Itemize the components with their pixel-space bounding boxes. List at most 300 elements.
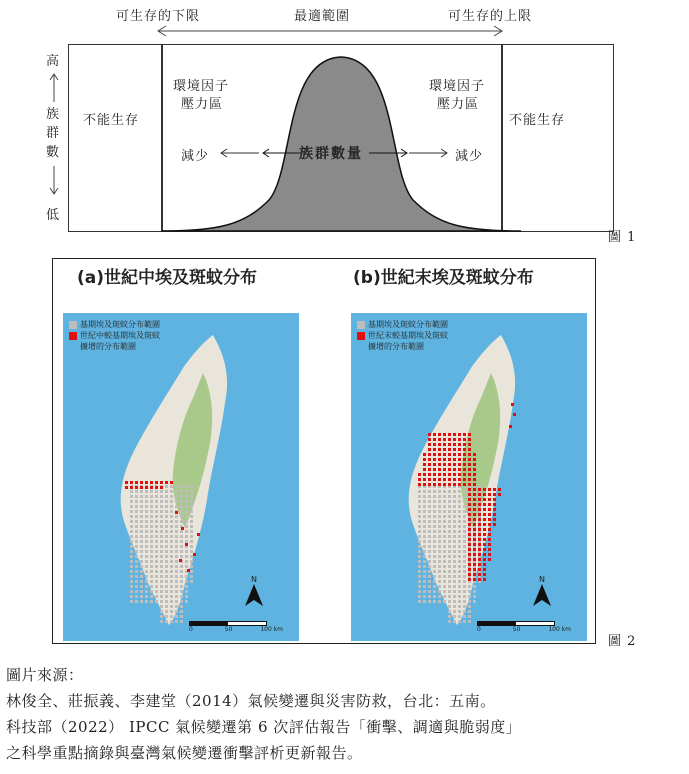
baseline-dot [463, 570, 466, 573]
legend-expansion-b: 世紀末較基期埃及斑蚊 [368, 331, 448, 340]
expansion-dot [488, 518, 491, 521]
baseline-dot [145, 500, 148, 503]
north-label-b: N [539, 575, 545, 584]
baseline-dot [190, 515, 193, 518]
baseline-dot [165, 600, 168, 603]
expansion-dot [468, 533, 471, 536]
expansion-dot [458, 453, 461, 456]
baseline-dot [190, 530, 193, 533]
baseline-dot [458, 515, 461, 518]
baseline-dot [463, 535, 466, 538]
expansion-dot [468, 473, 471, 476]
legend-expansion-b-line2: 擴增的分布範圍 [368, 342, 424, 351]
baseline-dot [468, 620, 471, 623]
expansion-dot [453, 478, 456, 481]
scale-50-a: 50 [224, 626, 233, 633]
expansion-dot [473, 538, 476, 541]
expansion-dot [473, 528, 476, 531]
baseline-dot [135, 525, 138, 528]
baseline-dot [145, 590, 148, 593]
expansion-dot [463, 473, 466, 476]
panel-a-title: (a)世紀中埃及斑蚊分布 [77, 268, 258, 288]
baseline-dot [165, 575, 168, 578]
baseline-dot [423, 580, 426, 583]
baseline-dot [438, 545, 441, 548]
baseline-dot [180, 605, 183, 608]
north-arrow-a [243, 575, 265, 610]
baseline-dot [160, 600, 163, 603]
expansion-dot [458, 433, 461, 436]
baseline-dot [443, 595, 446, 598]
baseline-dot [185, 520, 188, 523]
baseline-dot [130, 495, 133, 498]
baseline-dot [463, 615, 466, 618]
baseline-dot [150, 585, 153, 588]
lower-limit-label: 可生存的下限 [116, 9, 201, 24]
baseline-dot [418, 525, 421, 528]
baseline-dot [145, 535, 148, 538]
baseline-dot [443, 570, 446, 573]
expansion-dot [197, 533, 200, 536]
expansion-dot [473, 543, 476, 546]
baseline-dot [180, 500, 183, 503]
baseline-dot [140, 490, 143, 493]
baseline-dot [150, 550, 153, 553]
baseline-dot [448, 530, 451, 533]
baseline-dot [170, 615, 173, 618]
baseline-dot [458, 575, 461, 578]
baseline-dot [418, 560, 421, 563]
baseline-dot [130, 540, 133, 543]
baseline-dot [438, 535, 441, 538]
expansion-dot [468, 433, 471, 436]
figure2-frame [52, 258, 596, 644]
baseline-dot [458, 560, 461, 563]
baseline-dot [453, 560, 456, 563]
y-axis-up-arrow [48, 72, 60, 102]
baseline-dot [155, 555, 158, 558]
expansion-dot [488, 498, 491, 501]
baseline-dot [150, 490, 153, 493]
baseline-dot [438, 575, 441, 578]
baseline-dot [433, 595, 436, 598]
baseline-dot [155, 565, 158, 568]
baseline-dot [458, 620, 461, 623]
baseline-dot [190, 535, 193, 538]
baseline-dot [463, 610, 466, 613]
expansion-dot [423, 483, 426, 486]
cannot-survive-left-label: 不能生存 [83, 113, 140, 128]
baseline-dot [458, 520, 461, 523]
baseline-dot [468, 590, 471, 593]
baseline-dot [160, 580, 163, 583]
baseline-dot [418, 520, 421, 523]
expansion-dot [448, 448, 451, 451]
baseline-dot [443, 555, 446, 558]
baseline-dot [448, 610, 451, 613]
expansion-dot [433, 483, 436, 486]
baseline-dot [463, 515, 466, 518]
expansion-dot [433, 448, 436, 451]
baseline-dot [463, 545, 466, 548]
expansion-dot [468, 553, 471, 556]
expansion-dot [423, 468, 426, 471]
expansion-dot [473, 533, 476, 536]
baseline-dot [145, 515, 148, 518]
baseline-dot [150, 525, 153, 528]
baseline-dot [438, 525, 441, 528]
baseline-dot [448, 545, 451, 548]
expansion-dot [453, 453, 456, 456]
baseline-dot [135, 540, 138, 543]
baseline-dot [448, 600, 451, 603]
baseline-dot [428, 550, 431, 553]
baseline-dot [185, 510, 188, 513]
baseline-dot [428, 540, 431, 543]
baseline-dot [190, 510, 193, 513]
baseline-dot [418, 505, 421, 508]
baseline-dot [458, 570, 461, 573]
expansion-dot [493, 498, 496, 501]
expansion-dot [478, 503, 481, 506]
baseline-dot [175, 565, 178, 568]
expansion-dot [448, 463, 451, 466]
baseline-dot [130, 570, 133, 573]
expansion-dot [448, 468, 451, 471]
baseline-dot [443, 575, 446, 578]
baseline-dot [140, 545, 143, 548]
baseline-dot [165, 550, 168, 553]
baseline-dot [428, 525, 431, 528]
baseline-dot [165, 570, 168, 573]
baseline-dot [185, 515, 188, 518]
baseline-dot [140, 565, 143, 568]
expansion-dot [488, 558, 491, 561]
expansion-dot [428, 483, 431, 486]
source-line-2: 科技部（2022） IPCC 氣候變遷第 6 次評估報告「衝擊、調適與脆弱度」 [6, 718, 522, 736]
baseline-dot [180, 555, 183, 558]
baseline-dot [135, 500, 138, 503]
baseline-dot [438, 495, 441, 498]
baseline-dot [463, 600, 466, 603]
baseline-dot [135, 515, 138, 518]
baseline-dot [180, 570, 183, 573]
expansion-dot [443, 433, 446, 436]
expansion-dot [443, 468, 446, 471]
expansion-dot [468, 493, 471, 496]
expansion-dot [483, 528, 486, 531]
expansion-dot [423, 478, 426, 481]
expansion-dot [473, 468, 476, 471]
expansion-dot [468, 528, 471, 531]
expansion-dot [488, 543, 491, 546]
baseline-dot [135, 565, 138, 568]
baseline-dot [438, 600, 441, 603]
expansion-dot [488, 528, 491, 531]
baseline-dot [170, 570, 173, 573]
baseline-dot [458, 545, 461, 548]
expansion-dot [463, 463, 466, 466]
baseline-dot [443, 585, 446, 588]
expansion-dot [488, 553, 491, 556]
baseline-dot [130, 510, 133, 513]
y-axis-high-label: 高 [46, 54, 61, 69]
baseline-dot [418, 555, 421, 558]
baseline-dot [165, 620, 168, 623]
stress-zone-right-line2: 壓力區 [437, 97, 480, 112]
expansion-dot [468, 558, 471, 561]
baseline-dot [130, 550, 133, 553]
baseline-dot [145, 490, 148, 493]
baseline-dot [165, 530, 168, 533]
expansion-dot [463, 468, 466, 471]
baseline-dot [463, 560, 466, 563]
baseline-dot [453, 605, 456, 608]
baseline-dot [428, 600, 431, 603]
baseline-dot [145, 525, 148, 528]
baseline-dot [423, 595, 426, 598]
expansion-dot [473, 523, 476, 526]
expansion-dot [438, 463, 441, 466]
expansion-dot [458, 473, 461, 476]
baseline-dot [170, 520, 173, 523]
baseline-dot [135, 535, 138, 538]
expansion-dot [488, 503, 491, 506]
baseline-dot [135, 580, 138, 583]
baseline-dot [150, 600, 153, 603]
baseline-dot [170, 490, 173, 493]
baseline-dot [145, 555, 148, 558]
baseline-dot [170, 580, 173, 583]
baseline-dot [453, 495, 456, 498]
baseline-dot [463, 620, 466, 623]
baseline-dot [170, 545, 173, 548]
expansion-dot [428, 433, 431, 436]
baseline-dot [453, 525, 456, 528]
baseline-dot [448, 570, 451, 573]
baseline-dot [428, 570, 431, 573]
baseline-dot [150, 555, 153, 558]
source-heading: 圖片來源： [6, 666, 84, 684]
baseline-dot [180, 535, 183, 538]
baseline-dot [463, 590, 466, 593]
baseline-dot [458, 510, 461, 513]
baseline-dot [150, 500, 153, 503]
expansion-dot [140, 481, 143, 484]
baseline-dot [175, 525, 178, 528]
baseline-dot [150, 560, 153, 563]
baseline-dot [418, 535, 421, 538]
baseline-dot [473, 595, 476, 598]
scale-50-b: 50 [512, 626, 521, 633]
baseline-dot [160, 535, 163, 538]
baseline-dot [160, 530, 163, 533]
expansion-dot [140, 486, 143, 489]
baseline-dot [175, 490, 178, 493]
baseline-dot [155, 595, 158, 598]
expansion-dot [493, 488, 496, 491]
expansion-dot [468, 478, 471, 481]
baseline-dot [453, 500, 456, 503]
expansion-dot [493, 513, 496, 516]
expansion-dot [478, 573, 481, 576]
baseline-dot [190, 495, 193, 498]
baseline-dot [418, 595, 421, 598]
baseline-dot [160, 590, 163, 593]
baseline-dot [140, 600, 143, 603]
baseline-dot [150, 580, 153, 583]
expansion-dot [438, 483, 441, 486]
baseline-dot [145, 510, 148, 513]
baseline-dot [433, 520, 436, 523]
baseline-dot [180, 580, 183, 583]
baseline-dot [135, 495, 138, 498]
baseline-dot [160, 565, 163, 568]
baseline-dot [190, 575, 193, 578]
expansion-dot [498, 488, 501, 491]
baseline-dot [160, 510, 163, 513]
baseline-dot [463, 505, 466, 508]
baseline-dot [185, 585, 188, 588]
baseline-dot [423, 590, 426, 593]
legend-baseline-a: 基期埃及斑蚊分布範圍 [80, 320, 160, 329]
baseline-dot [190, 565, 193, 568]
baseline-dot [160, 595, 163, 598]
baseline-dot [165, 615, 168, 618]
baseline-dot [418, 600, 421, 603]
baseline-dot [160, 545, 163, 548]
baseline-dot [428, 575, 431, 578]
baseline-dot [458, 530, 461, 533]
baseline-dot [443, 535, 446, 538]
baseline-dot [135, 490, 138, 493]
baseline-dot [190, 580, 193, 583]
baseline-dot [453, 595, 456, 598]
baseline-dot [438, 565, 441, 568]
baseline-dot [468, 610, 471, 613]
legend-baseline-b: 基期埃及斑蚊分布範圍 [368, 320, 448, 329]
baseline-dot [448, 590, 451, 593]
baseline-dot [155, 540, 158, 543]
figure2-caption: 圖 2 [608, 634, 637, 649]
baseline-dot [140, 590, 143, 593]
baseline-dot [185, 500, 188, 503]
baseline-dot [458, 590, 461, 593]
baseline-dot [160, 620, 163, 623]
baseline-dot [170, 515, 173, 518]
baseline-dot [433, 540, 436, 543]
baseline-dot [448, 500, 451, 503]
baseline-dot [160, 550, 163, 553]
expansion-dot [438, 468, 441, 471]
panel-b-title: (b)世紀末埃及斑蚊分布 [353, 268, 534, 288]
baseline-dot [140, 575, 143, 578]
expansion-dot [433, 473, 436, 476]
baseline-dot [155, 590, 158, 593]
expansion-dot [443, 458, 446, 461]
baseline-dot [170, 540, 173, 543]
expansion-dot [468, 523, 471, 526]
baseline-dot [145, 495, 148, 498]
expansion-dot [513, 413, 516, 416]
expansion-dot [463, 478, 466, 481]
baseline-dot [180, 565, 183, 568]
baseline-dot [155, 495, 158, 498]
expansion-dot [478, 493, 481, 496]
population-arrow-right [369, 147, 409, 159]
baseline-dot [145, 575, 148, 578]
scale-0-a: 0 [189, 626, 193, 633]
expansion-dot [473, 553, 476, 556]
baseline-dot [175, 520, 178, 523]
baseline-dot [150, 505, 153, 508]
baseline-dot [433, 555, 436, 558]
baseline-dot [448, 540, 451, 543]
baseline-dot [145, 570, 148, 573]
baseline-dot [428, 495, 431, 498]
baseline-dot [458, 555, 461, 558]
expansion-dot [468, 518, 471, 521]
expansion-dot [443, 438, 446, 441]
baseline-dot [418, 530, 421, 533]
expansion-dot [468, 573, 471, 576]
expansion-dot [483, 543, 486, 546]
expansion-dot [483, 533, 486, 536]
baseline-dot [180, 550, 183, 553]
baseline-dot [190, 570, 193, 573]
baseline-dot [185, 565, 188, 568]
baseline-dot [170, 575, 173, 578]
baseline-dot [443, 525, 446, 528]
baseline-dot [423, 550, 426, 553]
baseline-dot [473, 590, 476, 593]
baseline-dot [443, 530, 446, 533]
expansion-dot [160, 481, 163, 484]
baseline-dot [130, 505, 133, 508]
baseline-dot [170, 525, 173, 528]
baseline-dot [438, 560, 441, 563]
baseline-dot [418, 580, 421, 583]
figure1-caption: 圖 1 [608, 230, 637, 245]
expansion-dot [473, 558, 476, 561]
baseline-dot [185, 555, 188, 558]
expansion-dot [463, 483, 466, 486]
expansion-dot [438, 453, 441, 456]
baseline-dot [433, 535, 436, 538]
expansion-dot [433, 458, 436, 461]
optimal-range-arrow [150, 24, 510, 38]
baseline-dot [453, 590, 456, 593]
expansion-dot [463, 453, 466, 456]
baseline-dot [190, 525, 193, 528]
baseline-dot [423, 525, 426, 528]
baseline-dot [433, 515, 436, 518]
baseline-dot [180, 515, 183, 518]
baseline-dot [130, 515, 133, 518]
baseline-dot [453, 490, 456, 493]
baseline-dot [165, 590, 168, 593]
expansion-dot [443, 473, 446, 476]
expansion-dot [483, 513, 486, 516]
baseline-dot [443, 505, 446, 508]
baseline-dot [428, 595, 431, 598]
baseline-dot [463, 580, 466, 583]
baseline-dot [145, 565, 148, 568]
baseline-dot [135, 600, 138, 603]
expansion-dot [443, 483, 446, 486]
expansion-dot [483, 508, 486, 511]
expansion-dot [468, 563, 471, 566]
